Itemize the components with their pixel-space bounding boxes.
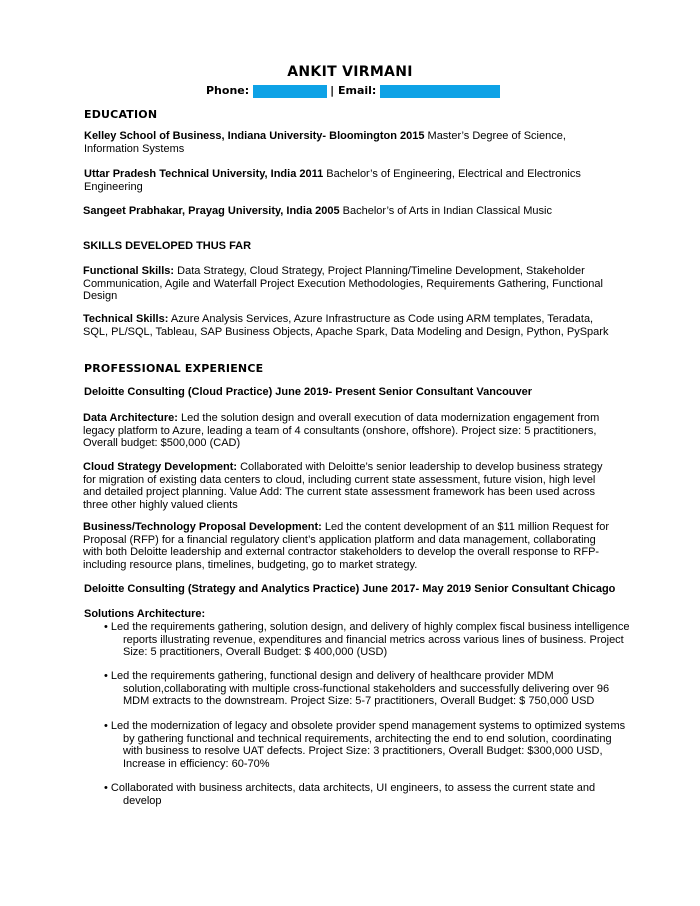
job-subheading: Solutions Architecture: xyxy=(84,608,206,620)
experience-item xyxy=(83,461,613,511)
education-degree: Bachelor’s of Arts in Indian Classical Music xyxy=(339,205,552,217)
phone-redaction xyxy=(253,85,327,98)
candidate-name: ANKIT VIRMANI xyxy=(287,64,413,80)
experience-item xyxy=(83,412,613,450)
job-title: Deloitte Consulting (Cloud Practice) June 2019- Present Senior Consultant Vancouver xyxy=(84,386,533,398)
education-item xyxy=(84,168,614,193)
email-redaction xyxy=(380,85,500,98)
skills-label: Functional Skills: xyxy=(83,265,175,277)
bullet-item: • Collaborated with business architects, data architects, UI engineers, to assess the current state and develop xyxy=(104,782,596,807)
experience-item xyxy=(83,521,613,571)
bullet-item: • Led the requirements gathering, functional design and delivery of healthcare provider MDM solution,collaborating with multiple cross-functional stakeholders and successfully delivering over 96 MDM extracts to the downstream. Project Size: 5-7 practitioners, Overall Budget: $ 750,000 USD xyxy=(104,670,610,707)
experience-label: Data Architecture: xyxy=(83,412,178,424)
skills-item xyxy=(83,313,613,338)
experience-text: Led the solution design and overall execution of data modernization engagement from legacy platform to Azure, leading a team of 4 consultants (onshore, offshore). Project size: 5 practitioners, Overall budget: $500,000 (CAD) xyxy=(83,412,600,449)
education-item xyxy=(84,130,614,155)
skills-text: Data Strategy, Cloud Strategy, Project Planning/Timeline Development, Stakeholder Communication, Agile and Waterfall Project Execution Methodologies, Requirements Gathering, Functional Design xyxy=(83,265,603,302)
experience-label: Business/Technology Proposal Development: xyxy=(83,521,322,533)
experience-text: Led the content development of an $11 million Request for Proposal (RFP) for a financial regulatory client’s application platform and data management, collaborating with both Deloitte leadership and external contractor stakeholders to develop the overall response to RFP- including resource plans, timelines, budgeting, go to market strategy. xyxy=(83,521,609,571)
experience-heading: PROFESSIONAL EXPERIENCE xyxy=(84,362,264,375)
education-heading: EDUCATION xyxy=(84,108,158,121)
experience-label: Cloud Strategy Development: xyxy=(83,461,238,473)
job-title: Deloitte Consulting (Strategy and Analytics Practice) June 2017- May 2019 Senior Consultant Chicago xyxy=(84,583,616,595)
contact-line xyxy=(206,84,500,98)
skills-heading: SKILLS DEVELOPED THUS FAR xyxy=(83,240,252,252)
education-item xyxy=(83,205,613,218)
education-school: Sangeet Prabhakar, Prayag University, India 2005 xyxy=(83,205,340,217)
education-school: Kelley School of Business, Indiana University- Bloomington 2015 xyxy=(84,130,425,142)
skills-text: Azure Analysis Services, Azure Infrastructure as Code using ARM templates, Teradata, SQL, PL/SQL, Tableau, SAP Business Objects, Apache Spark, Data Modeling and Design, Python, PySpark xyxy=(83,313,609,338)
experience-text: Collaborated with Deloitte’s senior leadership to develop business strategy for migration of existing data centers to cloud, including current state assessment, future vision, high level and detailed project planning. Value Add: The current state assessment framework has been used across three other highly valued clients xyxy=(83,461,603,511)
education-school: Uttar Pradesh Technical University, India 2011 xyxy=(84,168,324,180)
education-degree: Bachelor’s of Engineering, Electrical and Electronics Engineering xyxy=(84,168,581,193)
phone-label: Phone: xyxy=(206,84,250,97)
skills-item xyxy=(83,265,613,303)
bullet-item: • Led the modernization of legacy and obsolete provider spend management systems to optimized systems by gathering functional and technical requirements, architecting the end to end solution, coordinating with business to resolve UAT defects. Project Size: 3 practitioners, Overall Budget: $300,000 USD, Increase in efficiency: 60-70% xyxy=(104,720,626,770)
email-label: | Email: xyxy=(330,84,377,97)
education-degree: Master’s Degree of Science, Information Systems xyxy=(84,130,566,155)
bullet-item: • Led the requirements gathering, solution design, and delivery of highly complex fiscal business intelligence reports illustrating revenue, expenditures and financial metrics across various lines of business. Project Size: 5 practitioners, Overall Budget: $ 400,000 (USD) xyxy=(104,621,630,658)
skills-label: Technical Skills: xyxy=(83,313,169,325)
